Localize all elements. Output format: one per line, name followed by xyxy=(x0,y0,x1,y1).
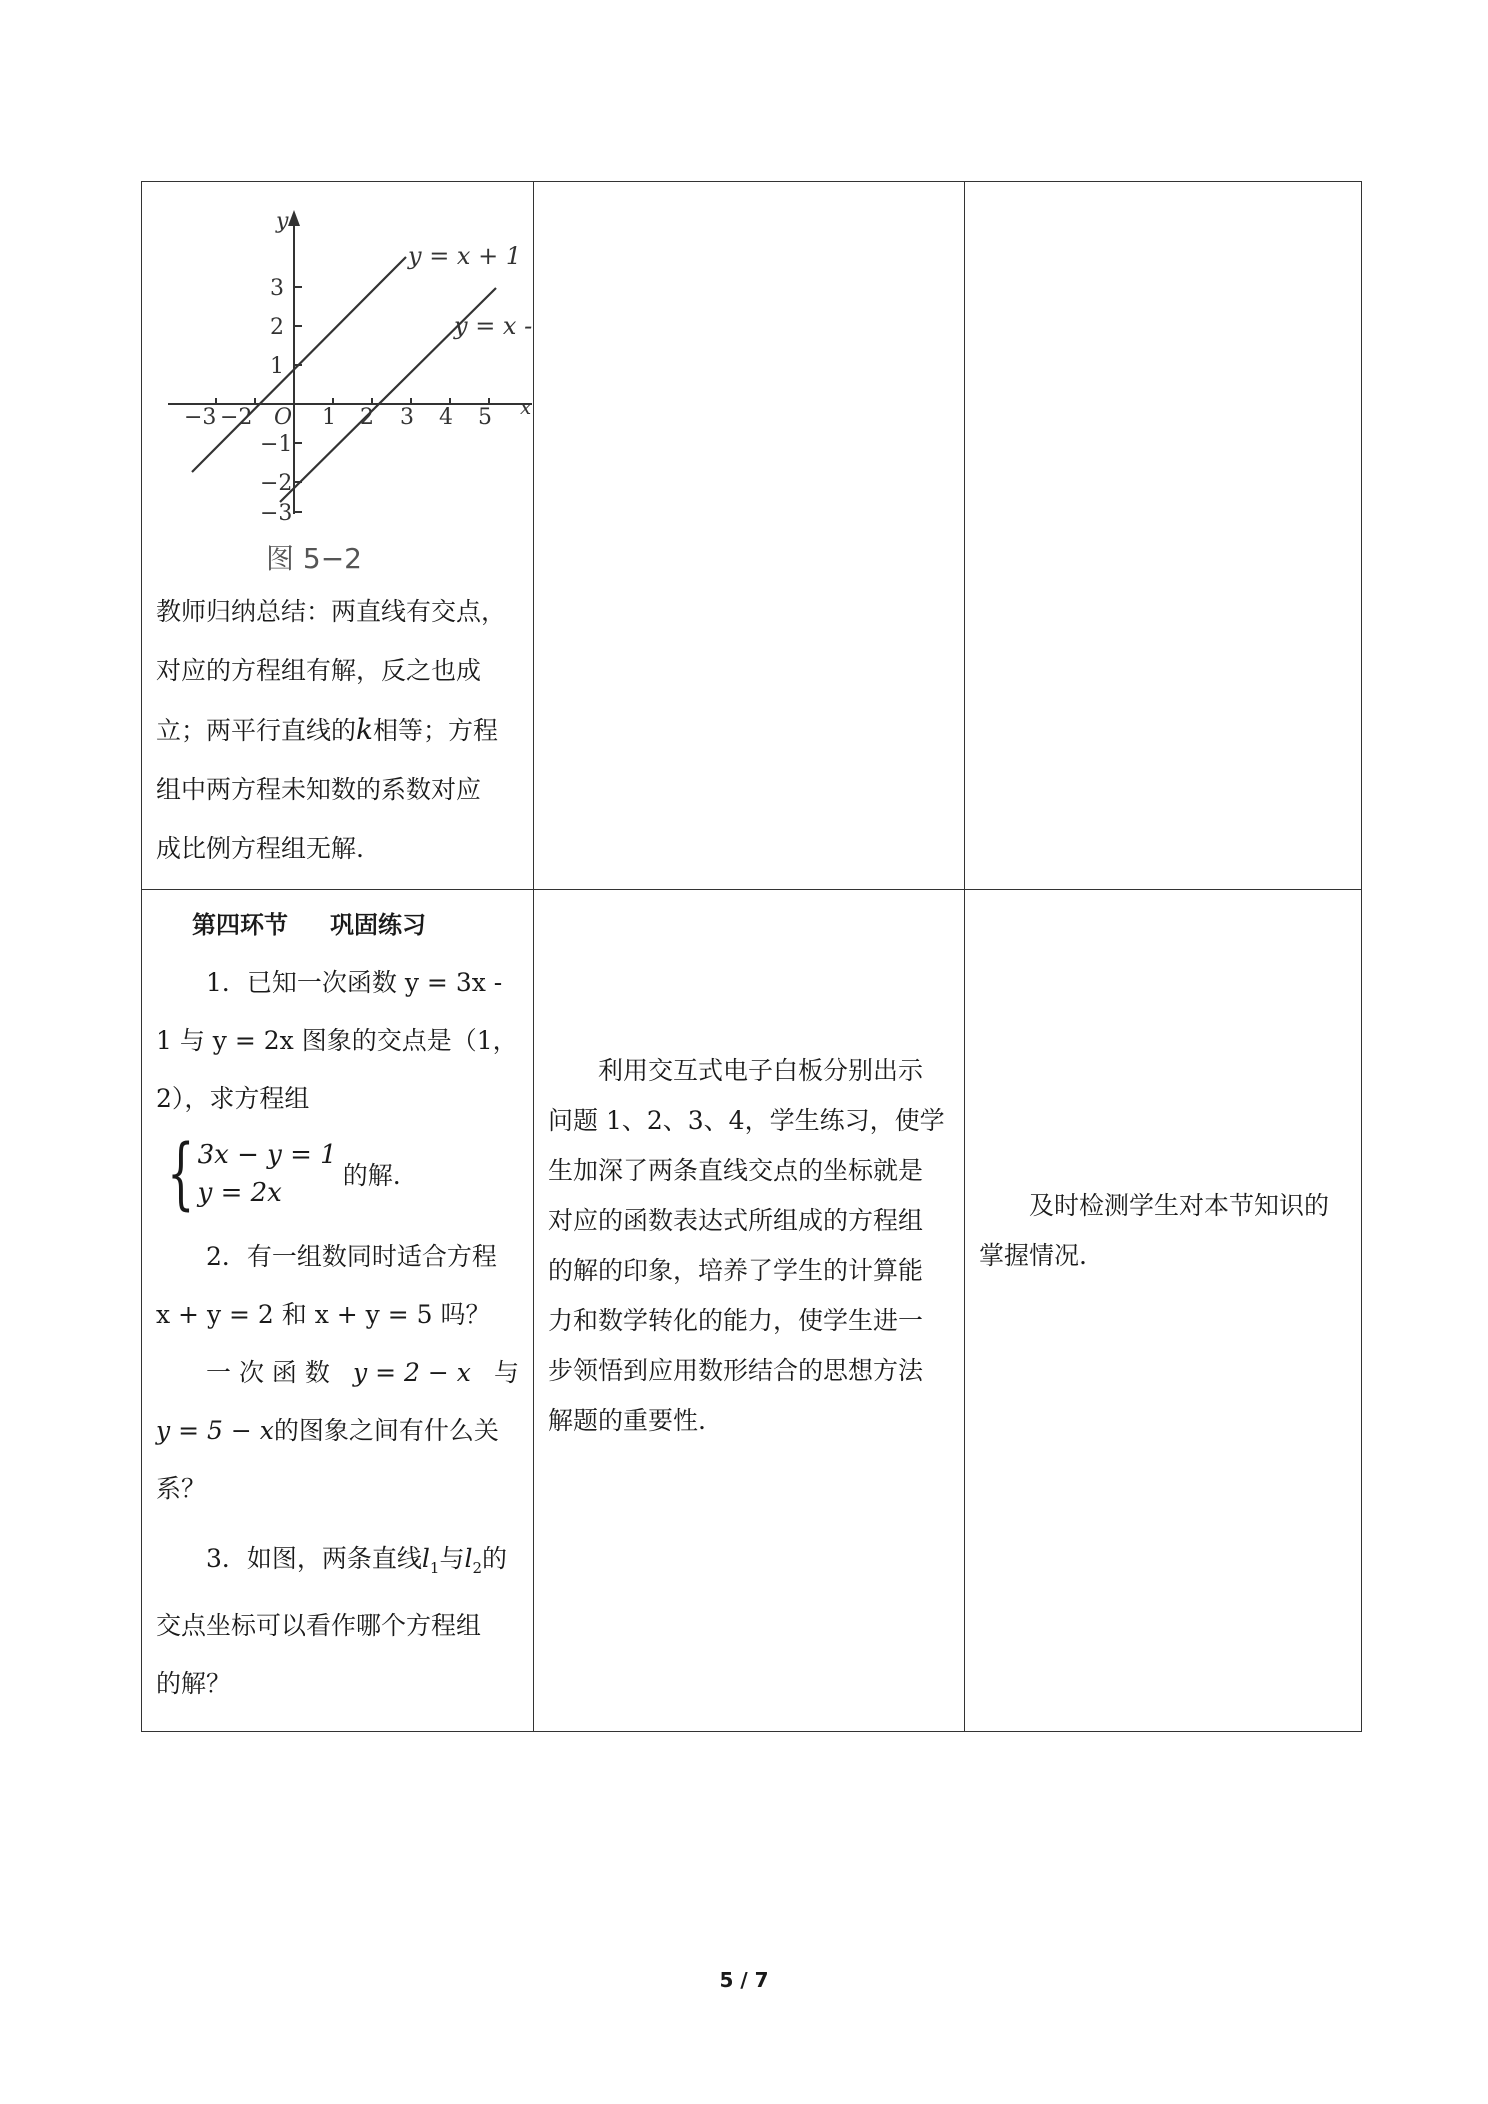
x-tick-label: 1 xyxy=(322,405,336,430)
y-tick-label: 1 xyxy=(270,354,284,379)
purpose-line: 及时检测学生对本节知识的 xyxy=(1029,1190,1330,1220)
system-eq: y = 2x xyxy=(197,1178,282,1208)
activity-cell xyxy=(534,890,965,1732)
activity-text xyxy=(548,1046,950,1446)
q1-line: 2），求方程组 xyxy=(156,1084,310,1113)
y-tick-label: −3 xyxy=(260,501,293,526)
q1-line: 1 与 y = 2x 图象的交点是（1， xyxy=(156,1026,518,1055)
activity-line: 问题 1、2、3、4，学生练习，使学 xyxy=(548,1105,945,1135)
q2-line: y = 5 − x的图象之间有什么关 xyxy=(156,1416,499,1445)
y-axis-label: y xyxy=(276,209,289,234)
q3-line: 交点坐标可以看作哪个方程组 xyxy=(156,1611,482,1640)
activity-line: 的解的印象，培养了学生的计算能 xyxy=(548,1255,924,1285)
x-tick-label: 2 xyxy=(360,405,374,430)
origin-label: O xyxy=(274,405,293,430)
x-tick-label: 3 xyxy=(400,405,414,430)
purpose-cell xyxy=(965,890,1362,1732)
q2-line: 系？ xyxy=(156,1474,207,1503)
activity-line: 步领悟到应用数形结合的思想方法 xyxy=(548,1355,924,1385)
activity-line: 解题的重要性. xyxy=(548,1405,706,1435)
q2-line: 2．有一组数同时适合方程 xyxy=(206,1242,497,1271)
y-tick-label: 2 xyxy=(270,315,284,340)
system-eq: 3x − y = 1 xyxy=(197,1140,337,1170)
exercise-cell xyxy=(142,890,534,1732)
q1-line: 1．已知一次函数 y = 3x - xyxy=(206,968,503,997)
x-tick-label: −3 xyxy=(184,405,217,430)
equation-system xyxy=(156,1128,519,1220)
k-symbol: k xyxy=(356,713,373,746)
summary-line: 对应的方程组有解，反之也成 xyxy=(156,656,482,685)
x-tick-label: 4 xyxy=(439,405,453,430)
x-tick-label: 5 xyxy=(478,405,492,430)
section-heading: 第四环节 巩固练习 xyxy=(192,911,426,939)
x-tick-label: −2 xyxy=(220,405,253,430)
activity-line: 利用交互式电子白板分别出示 xyxy=(598,1055,924,1085)
table-row xyxy=(142,890,1362,1732)
empty-cell xyxy=(965,182,1362,890)
activity-line: 力和数学转化的能力，使学生进一 xyxy=(548,1305,924,1335)
system-suffix: 的解. xyxy=(342,1161,401,1190)
q2-line: x + y = 2 和 x + y = 5 吗？ xyxy=(156,1300,491,1329)
brace-icon: { xyxy=(167,1129,195,1219)
y-tick-marks xyxy=(294,287,302,512)
summary-line: 立；两平行直线的k相等；方程 xyxy=(156,713,498,746)
summary-line: 教师归纳总结：两直线有交点， xyxy=(156,597,507,626)
teacher-summary xyxy=(156,582,519,878)
line-label-2: y = x - xyxy=(454,312,532,340)
q2-line: 一 次 函 数 y = 2 − x 与 xyxy=(206,1358,519,1387)
y-axis-arrow xyxy=(288,210,300,226)
purpose-text xyxy=(979,1181,1347,1281)
y-tick-label: 3 xyxy=(270,276,284,301)
q3-line: 3．如图，两条直线$l_1$与$l_2$的 xyxy=(206,1544,508,1577)
x-axis-label: x xyxy=(520,395,532,419)
line-y-equals-x-plus-1 xyxy=(192,257,406,472)
summary-line: 成比例方程组无解. xyxy=(156,834,364,863)
purpose-line: 掌握情况. xyxy=(979,1240,1087,1270)
figure-cell xyxy=(142,182,534,890)
summary-line: 组中两方程未知数的系数对应 xyxy=(156,775,482,804)
activity-line: 对应的函数表达式所组成的方程组 xyxy=(548,1205,924,1235)
activity-line: 生加深了两条直线交点的坐标就是 xyxy=(548,1155,924,1185)
line-graph-figure xyxy=(154,192,532,582)
y-tick-label: −2 xyxy=(260,471,293,496)
y-tick-label: −1 xyxy=(260,432,293,457)
table-row xyxy=(142,182,1362,890)
lesson-table xyxy=(141,181,1362,1732)
line-label-1: y = x + 1 xyxy=(408,242,522,270)
empty-cell xyxy=(534,182,965,890)
page-number: 5 / 7 xyxy=(719,1968,769,1992)
figure-caption: 图 5−2 xyxy=(266,542,362,575)
q3-line: 的解？ xyxy=(156,1669,232,1698)
